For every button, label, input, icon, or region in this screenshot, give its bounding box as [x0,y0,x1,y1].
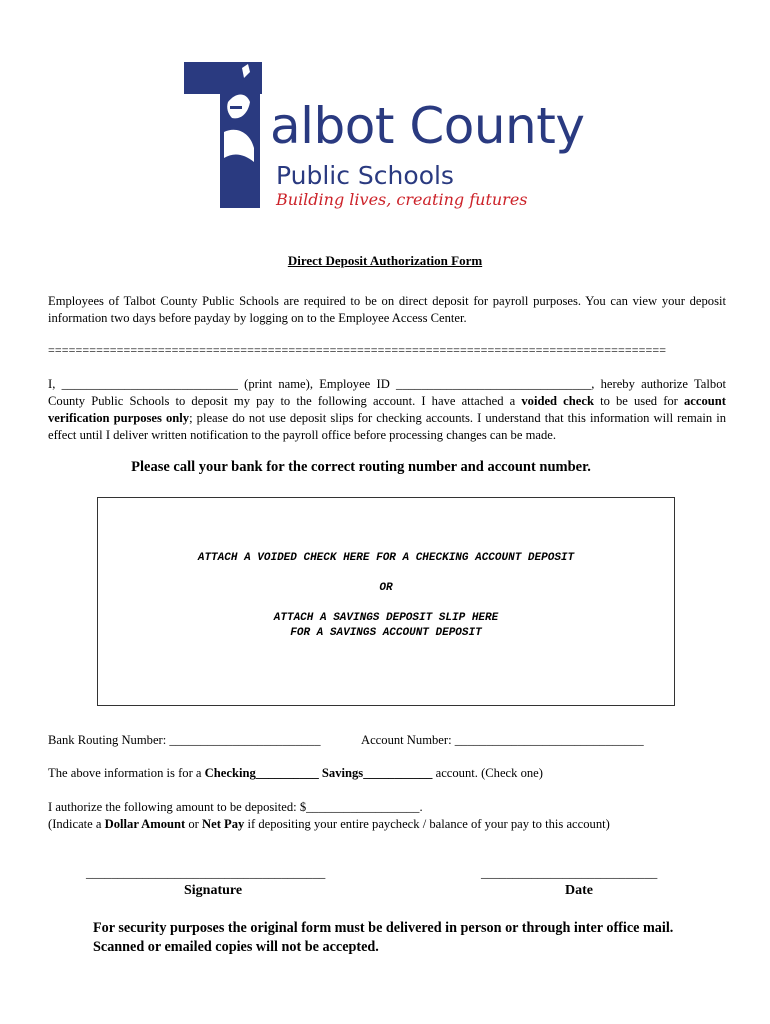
auth-text-1: I, ____________________________ (print name), Employee ID _______________________________, hereby authorize Talbot County Public Schools to deposit my pay to the following account. I have attached a [48,377,726,408]
account-number-field[interactable]: Account Number: ______________________________ [361,733,644,747]
indicate-suffix: if depositing your entire paycheck / balance of your pay to this account) [244,817,610,831]
routing-number-field[interactable]: Bank Routing Number: ________________________ [48,733,321,747]
security-notice-2: Scanned or emailed copies will not be accepted. [93,939,379,955]
account-type-line [48,766,543,781]
savings-label: Savings [321,766,364,780]
separator-line: ========================================================================================== [48,343,667,357]
date-label: Date [565,883,593,898]
district-logo-icon [184,62,274,212]
date-field[interactable]: ____________________________ [481,866,658,880]
account-type-suffix: account. (Check one) [432,766,543,780]
logo-tagline: Building lives, creating futures [276,190,528,209]
signature-label: Signature [184,883,243,898]
dollar-amount-label: Dollar Amount [104,817,186,831]
attach-check-box [97,497,675,706]
auth-text-2: to be used for [593,394,684,408]
account-type-prefix: The above information is for a [48,766,205,780]
intro-paragraph: Employees of Talbot County Public Schools are required to be on direct deposit for payroll purposes. You can view your deposit information two days before payday by logging on to the Employee Access Center. [48,294,726,325]
form-title: Direct Deposit Authorization Form [287,253,483,268]
logo-wordmark: albot County [270,97,585,155]
voided-check-emphasis: voided check [521,394,594,408]
attach-line-4: FOR A SAVINGS ACCOUNT DEPOSIT [290,627,482,639]
security-notice-1: For security purposes the original form must be delivered in person or through inter office mail. [93,920,674,936]
attach-line-or: OR [379,582,393,594]
savings-blank[interactable]: ___________ [363,766,433,780]
logo-subtitle: Public Schools [276,161,454,190]
net-pay-label: Net Pay [202,817,245,831]
authorization-paragraph [48,376,726,444]
indicate-or: or [185,817,203,831]
deposit-amount-field[interactable]: I authorize the following amount to be deposited: $__________________. [48,800,423,814]
checking-label: Checking [204,766,256,780]
indicate-prefix: (Indicate a [48,817,105,831]
attach-line-3: ATTACH A SAVINGS DEPOSIT SLIP HERE [273,612,499,624]
auth-text-3: ; please do not use deposit slips for checking accounts. I understand that this information will remain in effect until I deliver written notification to the payroll office before processing changes can be made. [48,411,726,442]
verification-emphasis: account verification purposes only [48,394,726,425]
checking-blank[interactable]: __________ [255,766,322,780]
indicate-amount-note [48,817,610,832]
signature-field[interactable]: ______________________________________ [86,866,326,880]
attach-line-1: ATTACH A VOIDED CHECK HERE FOR A CHECKING ACCOUNT DEPOSIT [197,552,575,564]
bank-call-instruction: Please call your bank for the correct routing number and account number. [131,459,591,475]
